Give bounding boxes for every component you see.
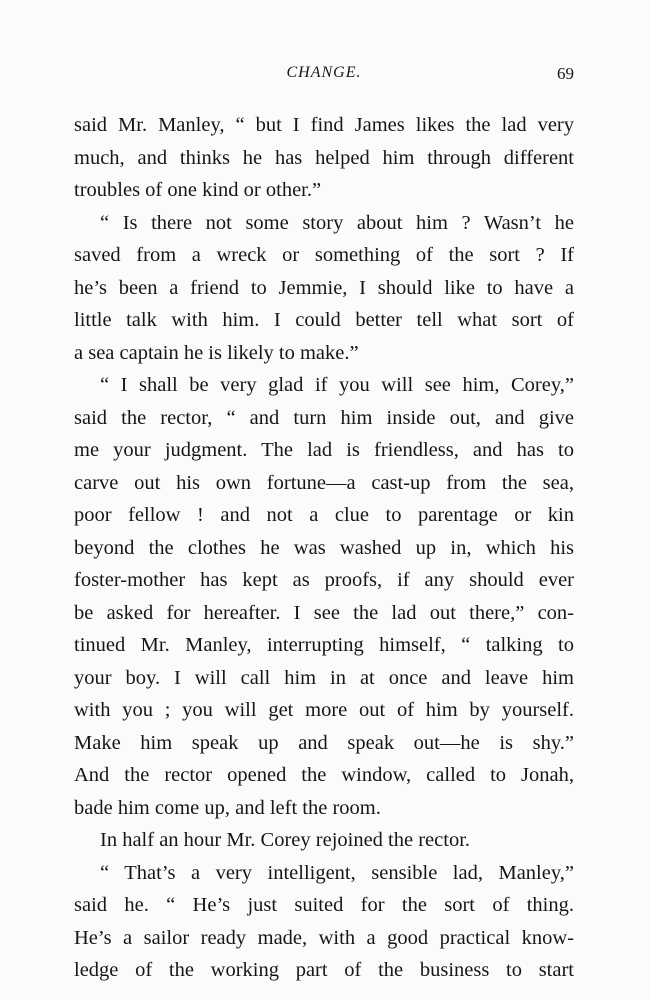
text-line: be asked for hereafter. I see the lad out there,” con- <box>74 601 574 624</box>
text-line: tinued Mr. Manley, interrupting himself, “ talking to <box>74 634 574 656</box>
text-line: He’s a sailor ready made, with a good practical know- <box>74 926 574 949</box>
text-line: little talk with him. I could better tell what sort of <box>74 309 574 331</box>
text-line: “ Is there not some story about him ? Wasn’t he <box>100 211 574 234</box>
text-line: poor fellow ! and not a clue to parentage or kin <box>74 504 574 526</box>
text-line: much, and thinks he has helped him through different <box>74 146 574 169</box>
text-line: ledge of the working part of the business to start <box>74 959 574 981</box>
text-line: a sea captain he is likely to make.” <box>74 341 359 364</box>
text-line: Make him speak up and speak out—he is shy.” <box>74 731 574 754</box>
text-line: me your judgment. The lad is friendless, and has to <box>74 439 574 461</box>
running-title: CHANGE. <box>286 64 362 81</box>
text-line: beyond the clothes he was washed up in, which his <box>74 536 574 559</box>
text-line: “ I shall be very glad if you will see him, Corey,” <box>100 374 574 396</box>
text-line: said he. “ He’s just suited for the sort of thing. <box>74 894 574 916</box>
text-line: troubles of one kind or other.” <box>74 179 322 201</box>
text-line: And the rector opened the window, called to Jonah, <box>74 764 574 786</box>
running-head <box>74 64 574 88</box>
text-line: “ That’s a very intelligent, sensible lad, Manley,” <box>100 861 574 884</box>
text-line: bade him come up, and left the room. <box>74 796 381 819</box>
text-line: foster-mother has kept as proofs, if any should ever <box>74 569 574 591</box>
text-line: saved from a wreck or something of the sort ? If <box>74 244 574 266</box>
text-line: carve out his own fortune—a cast-up from the sea, <box>74 471 574 494</box>
text-line: In half an hour Mr. Corey rejoined the rector. <box>100 829 471 851</box>
text-line: with you ; you will get more out of him by yourself. <box>74 699 574 721</box>
text-line: he’s been a friend to Jemmie, I should like to have a <box>74 276 574 299</box>
body-text <box>74 109 574 987</box>
page-number: 69 <box>557 64 574 83</box>
text-line: said the rector, “ and turn him inside out, and give <box>74 406 574 429</box>
text-line: your boy. I will call him in at once and leave him <box>74 666 574 689</box>
text-line: said Mr. Manley, “ but I find James likes the lad very <box>74 114 574 136</box>
